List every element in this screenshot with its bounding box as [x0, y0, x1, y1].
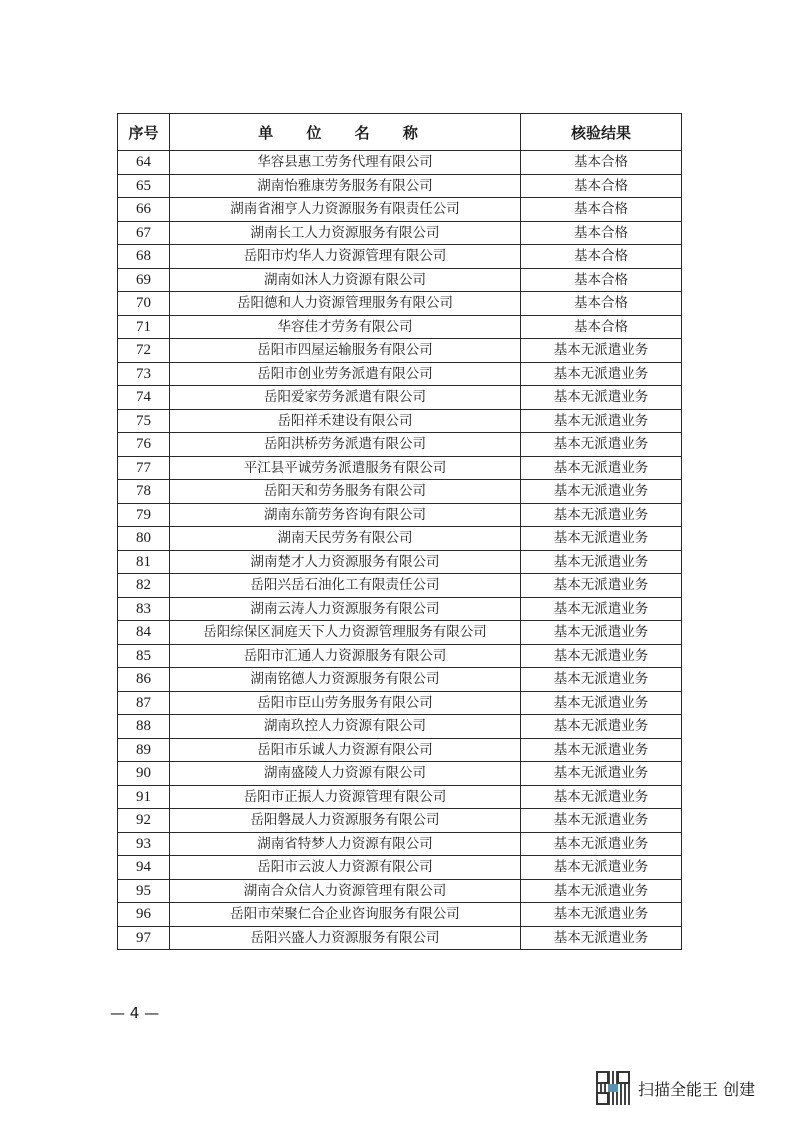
serial-number-cell: 90	[118, 762, 170, 786]
page-number: — 4 —	[110, 1004, 160, 1022]
table-row	[118, 480, 682, 504]
table-row	[118, 221, 682, 245]
header-serial-number: 序号	[118, 114, 170, 151]
table-row	[118, 292, 682, 316]
table-row	[118, 433, 682, 457]
serial-number-cell: 67	[118, 221, 170, 245]
unit-name-cell: 湖南云涛人力资源服务有限公司	[170, 597, 521, 621]
verification-result-cell: 基本无派遣业务	[521, 621, 682, 645]
serial-number-cell: 83	[118, 597, 170, 621]
serial-number-cell: 85	[118, 644, 170, 668]
verification-table-container	[117, 113, 681, 950]
table-row	[118, 362, 682, 386]
unit-name-cell: 湖南楚才人力资源服务有限公司	[170, 550, 521, 574]
serial-number-cell: 82	[118, 574, 170, 598]
verification-result-cell: 基本合格	[521, 268, 682, 292]
table-row	[118, 339, 682, 363]
serial-number-cell: 91	[118, 785, 170, 809]
serial-number-cell: 97	[118, 926, 170, 950]
serial-number-cell: 76	[118, 433, 170, 457]
table-row	[118, 691, 682, 715]
table-row	[118, 574, 682, 598]
unit-name-cell: 华容县惠工劳务代理有限公司	[170, 151, 521, 175]
table-row	[118, 503, 682, 527]
verification-result-cell: 基本无派遣业务	[521, 480, 682, 504]
unit-name-cell: 湖南盛陵人力资源有限公司	[170, 762, 521, 786]
scanner-watermark	[596, 1071, 755, 1105]
verification-result-cell: 基本无派遣业务	[521, 409, 682, 433]
verification-result-cell: 基本无派遣业务	[521, 691, 682, 715]
table-row	[118, 409, 682, 433]
serial-number-cell: 65	[118, 174, 170, 198]
verification-result-cell: 基本无派遣业务	[521, 644, 682, 668]
verification-result-cell: 基本无派遣业务	[521, 762, 682, 786]
table-row	[118, 597, 682, 621]
table-row	[118, 926, 682, 950]
serial-number-cell: 71	[118, 315, 170, 339]
unit-name-cell: 岳阳德和人力资源管理服务有限公司	[170, 292, 521, 316]
unit-name-cell: 湖南玖控人力资源有限公司	[170, 715, 521, 739]
table-row	[118, 174, 682, 198]
table-row	[118, 832, 682, 856]
unit-name-cell: 岳阳祥禾建设有限公司	[170, 409, 521, 433]
serial-number-cell: 95	[118, 879, 170, 903]
serial-number-cell: 66	[118, 198, 170, 222]
verification-result-cell: 基本无派遣业务	[521, 386, 682, 410]
unit-name-cell: 湖南天民劳务有限公司	[170, 527, 521, 551]
verification-result-cell: 基本合格	[521, 245, 682, 269]
serial-number-cell: 74	[118, 386, 170, 410]
unit-name-cell: 湖南铭德人力资源服务有限公司	[170, 668, 521, 692]
table-row	[118, 198, 682, 222]
unit-name-cell: 平江县平诚劳务派遣服务有限公司	[170, 456, 521, 480]
table-row	[118, 527, 682, 551]
serial-number-cell: 89	[118, 738, 170, 762]
serial-number-cell: 86	[118, 668, 170, 692]
unit-name-cell: 湖南长工人力资源服务有限公司	[170, 221, 521, 245]
verification-result-cell: 基本无派遣业务	[521, 597, 682, 621]
unit-name-cell: 湖南省特梦人力资源有限公司	[170, 832, 521, 856]
table-row	[118, 245, 682, 269]
table-row	[118, 315, 682, 339]
serial-number-cell: 81	[118, 550, 170, 574]
verification-result-cell: 基本无派遣业务	[521, 574, 682, 598]
unit-name-cell: 湖南省湘亨人力资源服务有限责任公司	[170, 198, 521, 222]
table-row	[118, 856, 682, 880]
unit-name-cell: 岳阳市云波人力资源有限公司	[170, 856, 521, 880]
serial-number-cell: 75	[118, 409, 170, 433]
serial-number-cell: 77	[118, 456, 170, 480]
verification-result-cell: 基本无派遣业务	[521, 809, 682, 833]
serial-number-cell: 84	[118, 621, 170, 645]
serial-number-cell: 92	[118, 809, 170, 833]
verification-result-cell: 基本无派遣业务	[521, 362, 682, 386]
serial-number-cell: 88	[118, 715, 170, 739]
table-row	[118, 386, 682, 410]
table-row	[118, 621, 682, 645]
unit-name-cell: 岳阳磐晟人力资源服务有限公司	[170, 809, 521, 833]
verification-result-cell: 基本无派遣业务	[521, 339, 682, 363]
table-row	[118, 903, 682, 927]
header-unit-name: 单 位 名 称	[170, 114, 521, 151]
qr-code-icon	[596, 1071, 630, 1105]
serial-number-cell: 80	[118, 527, 170, 551]
serial-number-cell: 94	[118, 856, 170, 880]
unit-name-cell: 岳阳兴岳石油化工有限责任公司	[170, 574, 521, 598]
verification-result-cell: 基本合格	[521, 151, 682, 175]
table-row	[118, 738, 682, 762]
table-row	[118, 668, 682, 692]
serial-number-cell: 68	[118, 245, 170, 269]
table-row	[118, 809, 682, 833]
serial-number-cell: 78	[118, 480, 170, 504]
unit-name-cell: 湖南如沐人力资源有限公司	[170, 268, 521, 292]
watermark-text: 扫描全能王 创建	[638, 1079, 756, 1099]
verification-result-cell: 基本合格	[521, 315, 682, 339]
table-row	[118, 785, 682, 809]
unit-name-cell: 岳阳市臣山劳务服务有限公司	[170, 691, 521, 715]
unit-name-cell: 岳阳市汇通人力资源服务有限公司	[170, 644, 521, 668]
unit-name-cell: 岳阳爱家劳务派遣有限公司	[170, 386, 521, 410]
verification-result-cell: 基本无派遣业务	[521, 456, 682, 480]
verification-result-cell: 基本无派遣业务	[521, 715, 682, 739]
unit-name-cell: 岳阳市创业劳务派遣有限公司	[170, 362, 521, 386]
verification-result-cell: 基本合格	[521, 174, 682, 198]
table-row	[118, 550, 682, 574]
unit-name-cell: 湖南怡雅康劳务服务有限公司	[170, 174, 521, 198]
verification-result-cell: 基本无派遣业务	[521, 832, 682, 856]
unit-name-cell: 岳阳天和劳务服务有限公司	[170, 480, 521, 504]
unit-name-cell: 湖南合众信人力资源管理有限公司	[170, 879, 521, 903]
verification-result-cell: 基本无派遣业务	[521, 668, 682, 692]
serial-number-cell: 69	[118, 268, 170, 292]
serial-number-cell: 79	[118, 503, 170, 527]
verification-result-cell: 基本无派遣业务	[521, 879, 682, 903]
unit-name-cell: 岳阳市四屋运输服务有限公司	[170, 339, 521, 363]
unit-name-cell: 岳阳洪桥劳务派遣有限公司	[170, 433, 521, 457]
serial-number-cell: 87	[118, 691, 170, 715]
unit-name-cell: 岳阳市灼华人力资源管理有限公司	[170, 245, 521, 269]
verification-result-cell: 基本无派遣业务	[521, 738, 682, 762]
unit-name-cell: 岳阳市乐诚人力资源有限公司	[170, 738, 521, 762]
verification-result-cell: 基本无派遣业务	[521, 903, 682, 927]
verification-result-cell: 基本无派遣业务	[521, 926, 682, 950]
serial-number-cell: 64	[118, 151, 170, 175]
unit-name-cell: 湖南东箭劳务咨询有限公司	[170, 503, 521, 527]
unit-name-cell: 华容佳才劳务有限公司	[170, 315, 521, 339]
table-row	[118, 762, 682, 786]
table-row	[118, 715, 682, 739]
table-row	[118, 644, 682, 668]
table-row	[118, 456, 682, 480]
verification-result-cell: 基本无派遣业务	[521, 785, 682, 809]
serial-number-cell: 93	[118, 832, 170, 856]
serial-number-cell: 72	[118, 339, 170, 363]
serial-number-cell: 70	[118, 292, 170, 316]
verification-result-cell: 基本合格	[521, 198, 682, 222]
table-row	[118, 879, 682, 903]
header-verification-result: 核验结果	[521, 114, 682, 151]
verification-result-cell: 基本无派遣业务	[521, 527, 682, 551]
verification-result-cell: 基本无派遣业务	[521, 856, 682, 880]
verification-result-cell: 基本无派遣业务	[521, 433, 682, 457]
unit-name-cell: 岳阳市正振人力资源管理有限公司	[170, 785, 521, 809]
serial-number-cell: 73	[118, 362, 170, 386]
verification-table	[117, 113, 682, 950]
verification-result-cell: 基本合格	[521, 292, 682, 316]
table-header-row	[118, 114, 682, 151]
serial-number-cell: 96	[118, 903, 170, 927]
unit-name-cell: 岳阳市荣聚仁合企业咨询服务有限公司	[170, 903, 521, 927]
unit-name-cell: 岳阳兴盛人力资源服务有限公司	[170, 926, 521, 950]
verification-result-cell: 基本无派遣业务	[521, 550, 682, 574]
table-body	[118, 151, 682, 950]
unit-name-cell: 岳阳综保区洞庭天下人力资源管理服务有限公司	[170, 621, 521, 645]
table-row	[118, 268, 682, 292]
verification-result-cell: 基本无派遣业务	[521, 503, 682, 527]
table-row	[118, 151, 682, 175]
verification-result-cell: 基本合格	[521, 221, 682, 245]
